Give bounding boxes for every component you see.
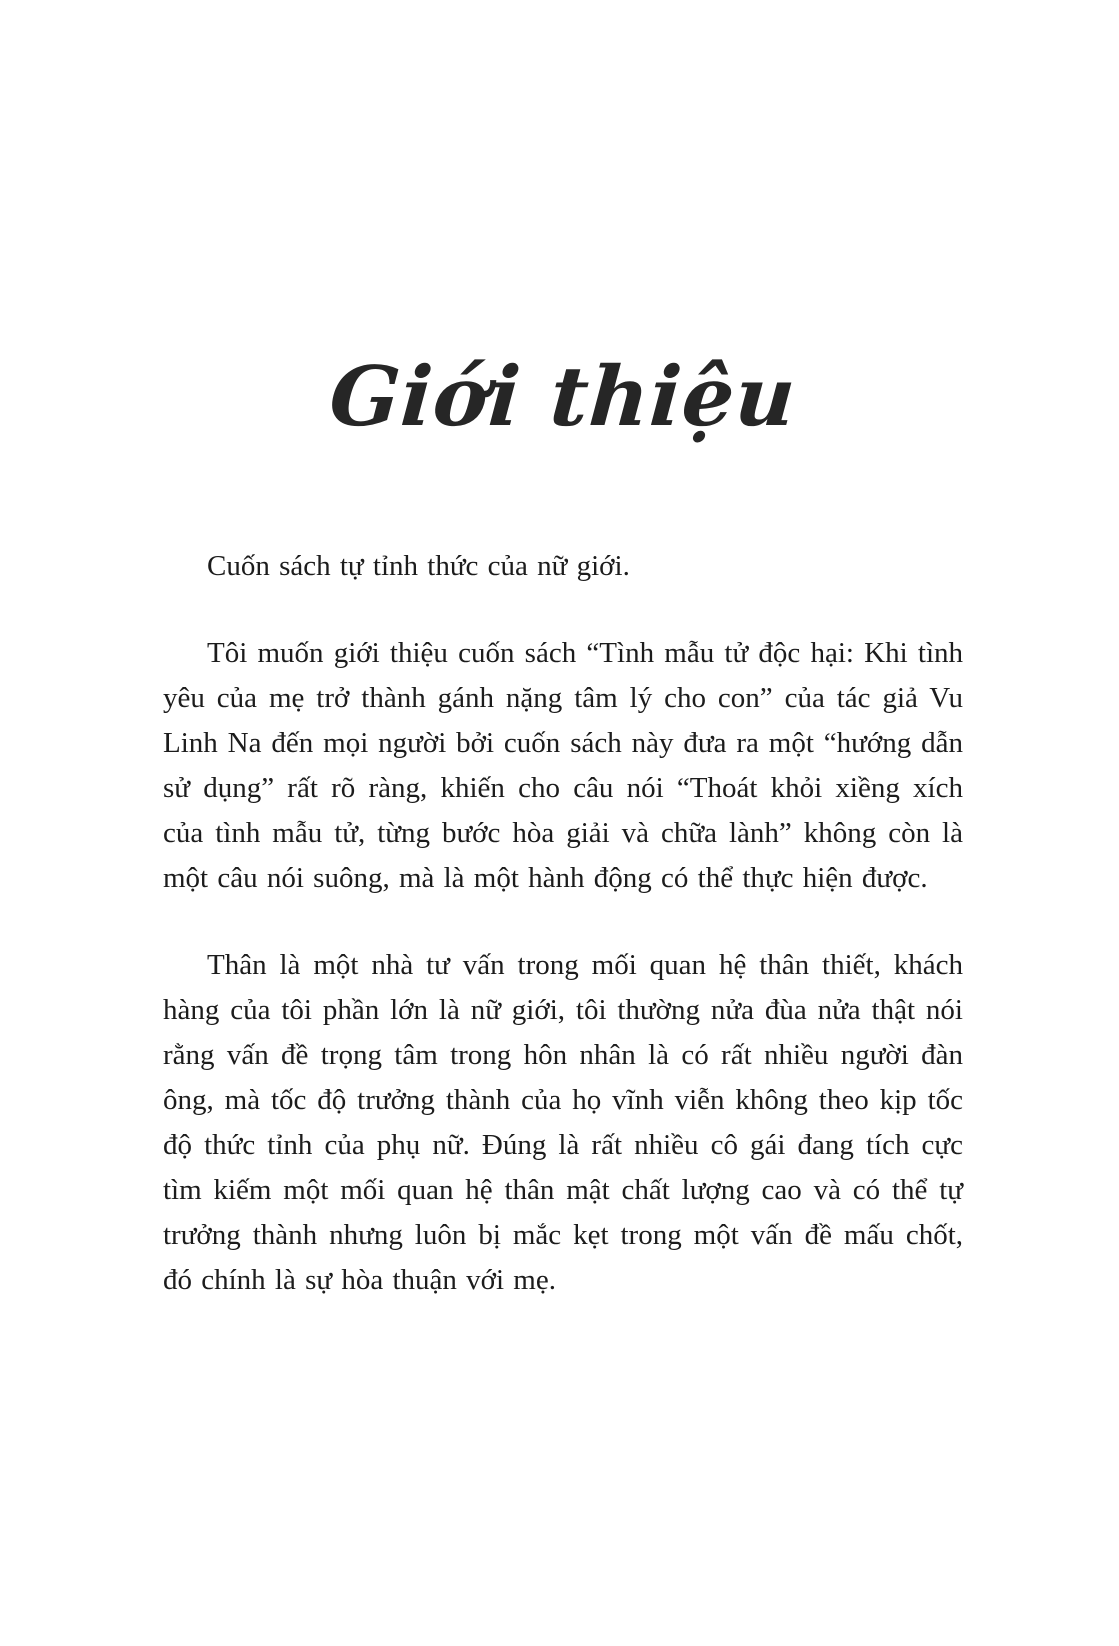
chapter-title: Giới thiệu [326,349,800,445]
paragraph-consultant-experience: Thân là một nhà tư vấn trong mối quan hệ thân thiết, khách hàng của tôi phần lớn là nữ giới, tôi thường nửa đùa nửa thật nói rằng vấn đề trọng tâm trong hôn nhân là có rất nhiều người đàn ông, mà tốc độ trưởng thành của họ vĩnh viễn không theo kịp tốc độ thức tỉnh của phụ nữ. Đúng là rất nhiều cô gái đang tích cực tìm kiếm một mối quan hệ thân mật chất lượng cao và có thể tự trưởng thành nhưng luôn bị mắc kẹt trong một vấn đề mấu chốt, đó chính là sự hòa thuận với mẹ. [163,949,963,1297]
body-text [163,544,963,1303]
paragraph-book-recommendation: Tôi muốn giới thiệu cuốn sách “Tình mẫu tử độc hại: Khi tình yêu của mẹ trở thành gánh nặng tâm lý cho con” của tác giả Vu Linh Na đến mọi người bởi cuốn sách này đưa ra một “hướng dẫn sử dụng” rất rõ ràng, khiến cho câu nói “Thoát khỏi xiềng xích của tình mẫu tử, từng bước hòa giải và chữa lành” không còn là một câu nói suông, mà là một hành động có thể thực hiện được. [163,637,963,895]
paragraph-intro-sentence: Cuốn sách tự tỉnh thức của nữ giới. [207,550,630,583]
